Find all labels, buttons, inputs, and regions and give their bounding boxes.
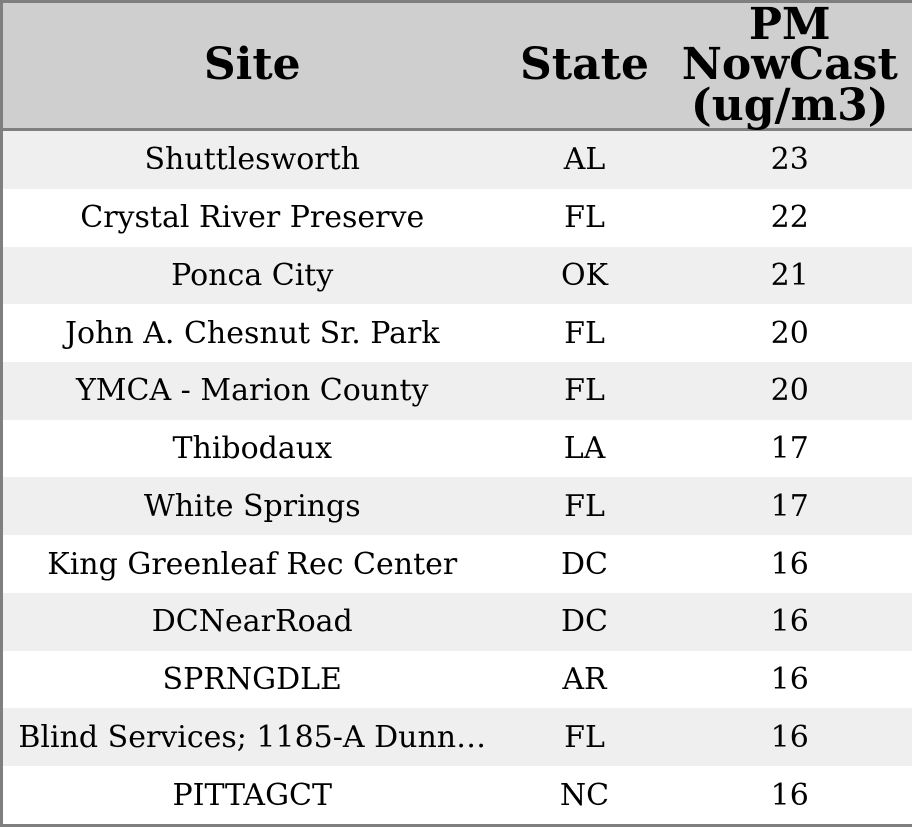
table-row: [2, 651, 912, 709]
site-cell: John A. Chesnut Sr. Park: [64, 315, 440, 351]
state-cell: DC: [560, 604, 608, 640]
table-row: [2, 708, 912, 766]
table-row: [2, 304, 912, 362]
state-cell: FL: [564, 488, 605, 524]
pm-value-cell: 16: [770, 662, 809, 697]
pm-value-cell: 16: [770, 777, 809, 813]
site-cell: Ponca City: [171, 257, 334, 293]
pm-value-cell: 17: [770, 488, 809, 524]
state-cell: FL: [564, 315, 605, 351]
site-cell: White Springs: [143, 488, 361, 524]
pm-value-cell: 21: [770, 257, 809, 293]
site-cell: King Greenleaf Rec Center: [47, 546, 458, 582]
state-cell: NC: [559, 777, 610, 813]
table-header-row: [2, 2, 912, 130]
pm-value-cell: 22: [770, 200, 809, 236]
pm-value-cell: 16: [770, 546, 809, 582]
site-cell: YMCA - Marion County: [76, 373, 429, 409]
table-row: [2, 535, 912, 593]
column-header-pm-nowcast: PM NowCast (ug/m3): [668, 2, 912, 130]
pm-value-cell: 20: [770, 373, 809, 409]
pm-value-cell: 16: [770, 719, 809, 755]
pm-value-cell: 20: [770, 315, 809, 351]
table-body: [2, 130, 912, 826]
state-cell: LA: [563, 431, 606, 467]
site-cell: Thibodaux: [172, 431, 333, 467]
state-cell: DC: [560, 546, 608, 582]
state-cell: FL: [564, 200, 605, 236]
table-row: [2, 362, 912, 420]
table-row: [2, 130, 912, 189]
site-cell: Blind Services; 1185-A Dunn…: [18, 719, 487, 755]
site-cell: Shuttlesworth: [144, 142, 360, 178]
pm-value-cell: 16: [770, 604, 809, 640]
table-row: [2, 593, 912, 651]
site-cell: PITTAGCT: [172, 777, 333, 813]
state-cell: FL: [564, 373, 605, 409]
table-row: [2, 189, 912, 247]
state-cell: AL: [563, 142, 606, 178]
column-header-state: State: [502, 2, 668, 130]
site-cell: SPRNGDLE: [162, 662, 342, 697]
table-row: [2, 247, 912, 305]
state-cell: OK: [560, 257, 608, 293]
column-header-site: Site: [2, 2, 502, 130]
table-row: [2, 420, 912, 478]
state-cell: FL: [564, 719, 605, 755]
pm-value-cell: 17: [770, 431, 809, 467]
table-row: [2, 477, 912, 535]
pm-value-cell: 23: [770, 142, 809, 178]
site-cell: DCNearRoad: [151, 604, 353, 640]
table-row: [2, 766, 912, 825]
state-cell: AR: [562, 662, 607, 697]
site-cell: Crystal River Preserve: [80, 200, 425, 236]
